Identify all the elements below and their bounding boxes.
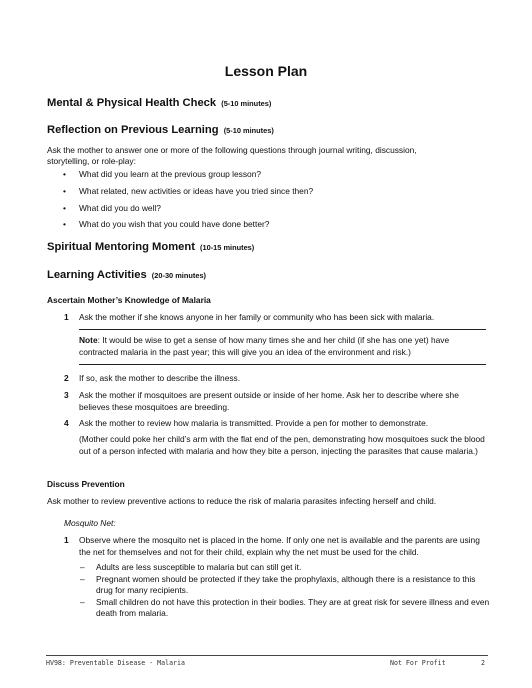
- footer-divider: [46, 655, 488, 656]
- page-number: 2: [481, 659, 485, 667]
- health-check-time: (5-10 minutes): [221, 99, 272, 108]
- prevention-intro: Ask mother to review preventive actions to reduce the risk of malaria parasites infecting herself and child.: [47, 496, 437, 506]
- dash-icon: –: [80, 574, 85, 584]
- list-item-text: What do you wish that you could have done better?: [79, 219, 270, 230]
- note-box: [79, 335, 484, 358]
- spiritual-time: (10-15 minutes): [200, 243, 255, 252]
- note-label: Note: [79, 335, 98, 345]
- list-item: [47, 219, 487, 236]
- net-item: Observe where the mosquito net is placed in the home. If only one net is available and the parents are using the net for themselves and not for their child, explain why the net must be used for the child.: [79, 535, 480, 557]
- note-divider-bottom: [79, 364, 486, 365]
- activity-item-1: Ask the mother if she knows anyone in her family or community who has been sick with malaria.: [79, 312, 435, 322]
- note-text: : It would be wise to get a sense of how many times she and her child (if she has one yet) have contracted malaria in the past year; this will give you an idea of the environment and risk.): [79, 335, 450, 357]
- mosquito-net-label: Mosquito Net:: [64, 518, 116, 528]
- activities-heading: [47, 269, 206, 281]
- activity-item-4-detail: (Mother could poke her child’s arm with the flat end of the pen, demonstrating how mosquitoes suck the blood out of a person infected with malaria and how they bite a person, injecting the parasites that cause malaria.): [79, 434, 485, 456]
- reflection-heading-text: Reflection on Previous Learning: [47, 124, 219, 136]
- footer-document-title: HV98: Preventable Disease - Malaria: [46, 659, 185, 667]
- list-item: [47, 203, 487, 220]
- dash-icon: –: [80, 562, 85, 572]
- footer-notice: Not For Profit: [390, 659, 446, 667]
- health-check-heading-text: Mental & Physical Health Check: [47, 97, 217, 109]
- item-number: 2: [64, 373, 69, 383]
- note-divider-top: [79, 329, 486, 330]
- reflection-intro: Ask the mother to answer one or more of the following questions through journal writing, discussion, storytelling, or role-play:: [47, 145, 417, 166]
- spiritual-heading: [47, 241, 254, 253]
- item-number: 3: [64, 390, 69, 400]
- bullet-icon: •: [63, 169, 66, 179]
- activity-item-4: Ask the mother to review how malaria is transmitted. Provide a pen for mother to demonstrate.: [79, 418, 429, 428]
- bullet-icon: •: [63, 202, 66, 213]
- item-number: 1: [64, 535, 69, 545]
- reflection-heading: [47, 124, 274, 136]
- list-item: Pregnant women should be protected if they take the prophylaxis, although there is a resistance to this drug for many recipients.: [96, 574, 476, 595]
- activity-item-3: Ask the mother if mosquitoes are present outside or inside of her home. Ask her to describe where she believes these mosquitoes are breeding.: [79, 390, 459, 412]
- list-item: [47, 186, 487, 203]
- dash-icon: –: [80, 597, 85, 607]
- list-item-text: What did you learn at the previous group lesson?: [79, 169, 262, 179]
- page-title: Lesson Plan: [224, 63, 308, 79]
- bullet-icon: •: [63, 219, 66, 230]
- list-item-text: What related, new activities or ideas have you tried since then?: [79, 185, 314, 196]
- spiritual-heading-text: Spiritual Mentoring Moment: [47, 241, 195, 253]
- subheading-prevention: Discuss Prevention: [47, 479, 125, 489]
- reflection-question-list: [47, 169, 487, 236]
- list-item: Adults are less susceptible to malaria but can still get it.: [96, 562, 302, 572]
- activity-item-2: If so, ask the mother to describe the illness.: [79, 373, 241, 383]
- activities-heading-text: Learning Activities: [47, 269, 147, 281]
- health-check-heading: [47, 97, 271, 109]
- subheading-ascertain: Ascertain Mother’s Knowledge of Malaria: [47, 295, 211, 305]
- list-item-text: What did you do well?: [79, 202, 161, 213]
- bullet-icon: •: [63, 185, 66, 196]
- item-number: 1: [64, 312, 69, 322]
- item-number: 4: [64, 418, 69, 428]
- list-item: Small children do not have this protection in their bodies. They are at great risk for severe illness and even death from malaria.: [96, 597, 490, 618]
- reflection-time: (5-10 minutes): [223, 126, 274, 135]
- list-item: [47, 169, 487, 186]
- activities-time: (20-30 minutes): [151, 271, 207, 280]
